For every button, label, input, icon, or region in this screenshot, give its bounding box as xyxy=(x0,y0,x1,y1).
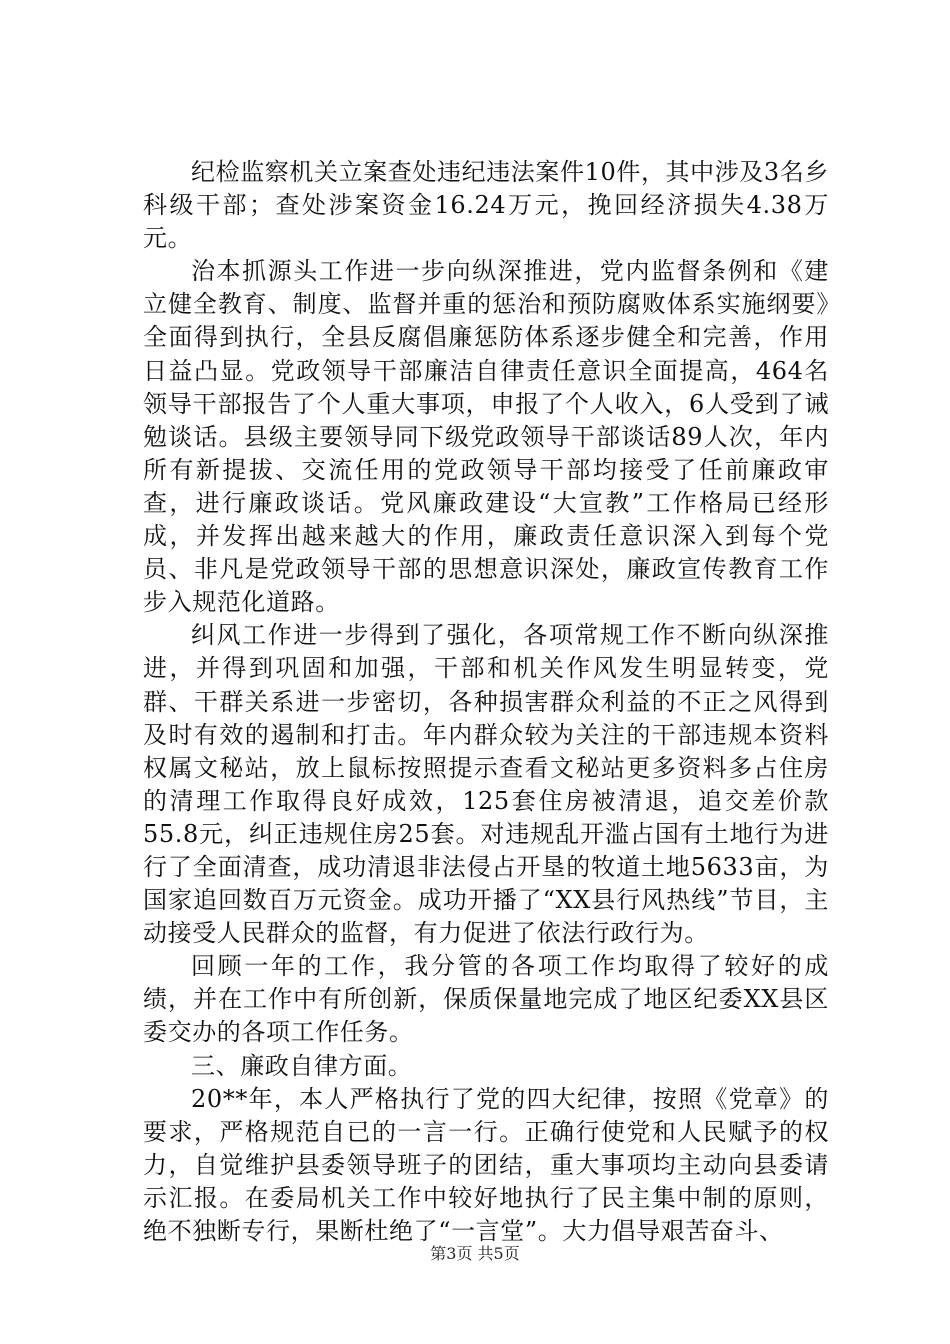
paragraph-root-causes: 治本抓源头工作进一步向纵深推进，党内监督条例和《建立健全教育、制度、监督并重的惩治和预防腐败体系实施纲要》全面得到执行，全县反腐倡廉惩防体系逐步健全和完善，作用日益凸显。党政领导干部廉洁自律责任意识全面提高，464名领导干部报告了个人重大事项，申报了个人收入，6人受到了诫勉谈话。县级主要领导同下级党政领导干部谈话89人次，年内所有新提拔、交流任用的党政领导干部均接受了任前廉政审查，进行廉政谈话。党风廉政建设“大宣教”工作格局已经形成，并发挥出越来越大的作用，廉政责任意识深入到每个党员、非凡是党政领导干部的思想意识深处，廉政宣传教育工作步入规范化道路。 xyxy=(143,257,829,617)
paragraph-year-review: 回顾一年的工作，我分管的各项工作均取得了较好的成绩，并在工作中有所创新，保质保量地完成了地区纪委XX县区委交办的各项工作任务。 xyxy=(143,952,829,1047)
paragraph-conduct-rectification: 纠风工作进一步得到了强化，各项常规工作不断向纵深推进，并得到巩固和加强，干部和机关作风发生明显转变，党群、干群关系进一步密切，各种损害群众利益的不正之风得到及时有效的遏制和打击。年内群众较为关注的干部违规本资料权属文秘站，放上鼠标按照提示查看文秘站更多资料多占住房的清理工作取得良好成效，125套住房被清退，追交差价款55.8元，纠正违规住房25套。对违规乱开滥占国有土地行为进行了全面清查，成功清退非法侵占开垦的牧道土地5633亩，为国家追回数百万元资金。成功开播了“XX县行风热线”节目，主动接受人民群众的监督，有力促进了依法行政行为。 xyxy=(143,621,829,948)
body-text xyxy=(143,156,829,1248)
section-heading-self-discipline: 三、廉政自律方面。 xyxy=(191,1051,413,1080)
page-number-footer: 第3页 共5页 xyxy=(430,1244,520,1263)
paragraph-case-statistics: 纪检监察机关立案查处违纪违法案件10件，其中涉及3名乡科级干部；查处涉案资金16.24万元，挽回经济损失4.38万元。 xyxy=(143,158,830,253)
paragraph-self-discipline: 20**年，本人严格执行了党的四大纪律，按照《党章》的要求，严格规范自已的一言一行。正确行使党和人民赋予的权力，自觉维护县委领导班子的团结，重大事项均主动向县委请示汇报。在委局机关工作中较好地执行了民主集中制的原则，绝不独断专行，果断杜绝了“一言堂”。大力倡导艰苦奋斗、 xyxy=(143,1084,829,1245)
